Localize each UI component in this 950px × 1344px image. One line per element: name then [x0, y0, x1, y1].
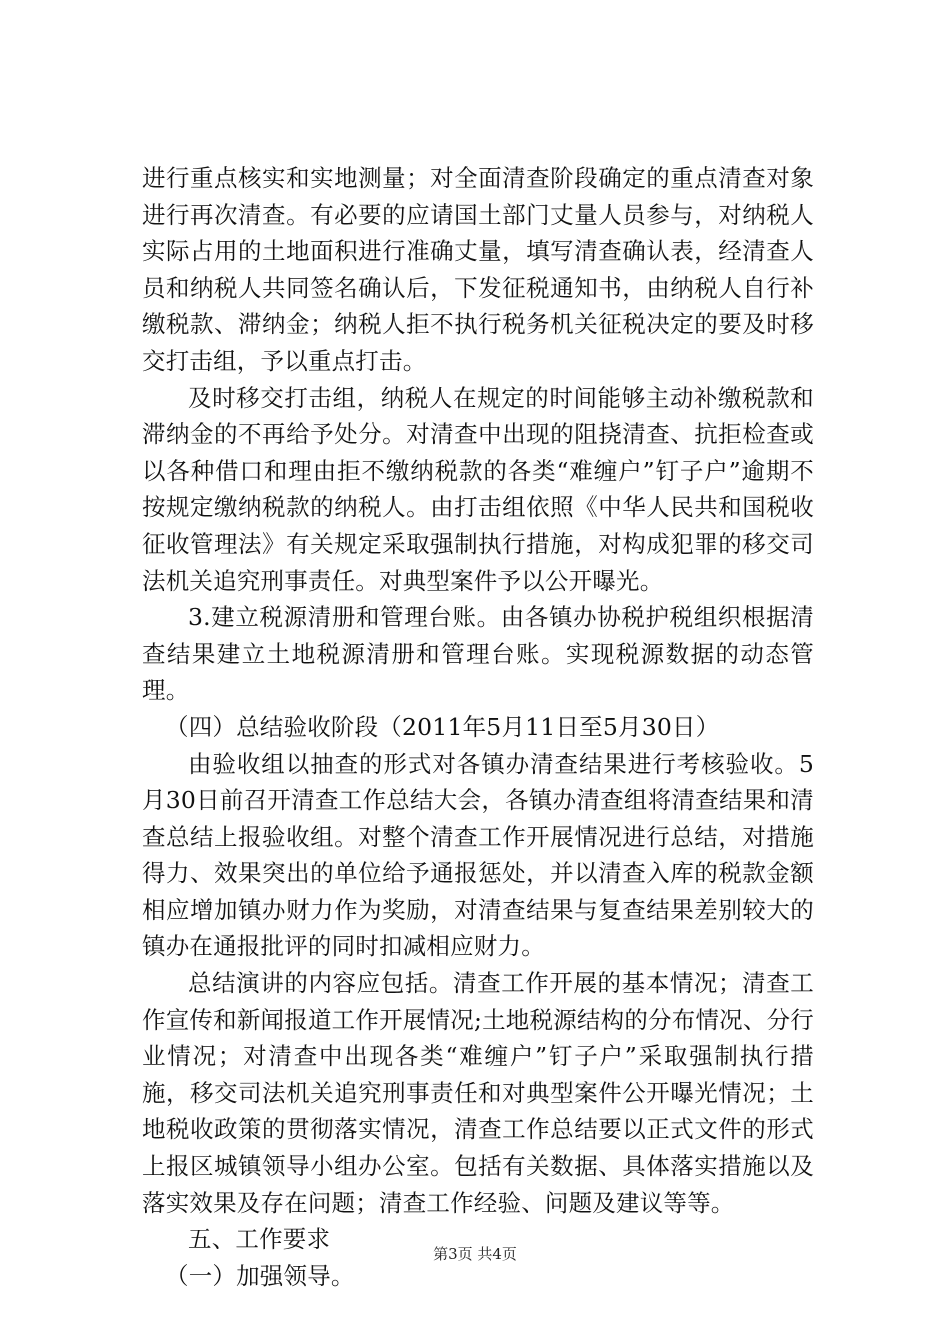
section-heading-acceptance-stage: （四）总结验收阶段（2011年5月11日至5月30日）	[165, 712, 720, 741]
section-heading-work-requirements: 五、工作要求	[188, 1225, 331, 1254]
paragraph-summary-content: 总结演讲的内容应包括。清查工作开展的基本情况；清查工作宣传和新闻报道工作开展情况;土地税源结构的分布情况、分行业情况；对清查中出现各类“难缠户”钉子户”采取强制执行措施，移交司法机关追究刑事责任和对典型案件公开曝光情况；土地税收政策的贯彻落实情况，清查工作总结要以正式文件的形式上报区城镇领导小组办公室。包括有关数据、具体落实措施以及落实效果及存在问题；清查工作经验、问题及建议等等。	[142, 969, 814, 1217]
paragraph-acceptance: 由验收组以抽查的形式对各镇办清查结果进行考核验收。5月30日前召开清查工作总结大会，各镇办清查组将清查结果和清查总结上报验收组。对整个清查工作开展情况进行总结，对措施得力、效果突出的单位给予通报惩处，并以清查入库的税款金额相应增加镇办财力作为奖励，对清查结果与复查结果差别较大的镇办在通报批评的同时扣减相应财力。	[142, 749, 814, 961]
paragraph-continuation: 进行重点核实和实地测量；对全面清查阶段确定的重点清查对象进行再次清查。有必要的应请国土部门丈量人员参与，对纳税人实际占用的土地面积进行准确丈量，填写清查确认表，经清查人员和纳税人共同签名确认后，下发征税通知书，由纳税人自行补缴税款、滞纳金；纳税人拒不执行税务机关征税决定的要及时移交打击组，予以重点打击。	[142, 164, 814, 375]
subsection-heading-leadership: （一）加强领导。	[165, 1261, 355, 1290]
page-footer	[0, 1244, 950, 1264]
paragraph-enforcement: 及时移交打击组，纳税人在规定的时间能够主动补缴税款和滞纳金的不再给予处分。对清查中出现的阻挠清查、抗拒检查或以各种借口和理由拒不缴纳税款的各类“难缠户”钉子户”逾期不按规定缴纳税款的纳税人。由打击组依照《中华人民共和国税收征收管理法》有关规定采取强制执行措施，对构成犯罪的移交司法机关追究刑事责任。对典型案件予以公开曝光。	[142, 383, 814, 595]
document-body	[142, 160, 814, 1294]
page-number-label: 第3页 共4页	[433, 1245, 517, 1263]
paragraph-tax-register: 3.建立税源清册和管理台账。由各镇办协税护税组织根据清查结果建立土地税源清册和管理台账。实现税源数据的动态管理。	[142, 603, 814, 705]
